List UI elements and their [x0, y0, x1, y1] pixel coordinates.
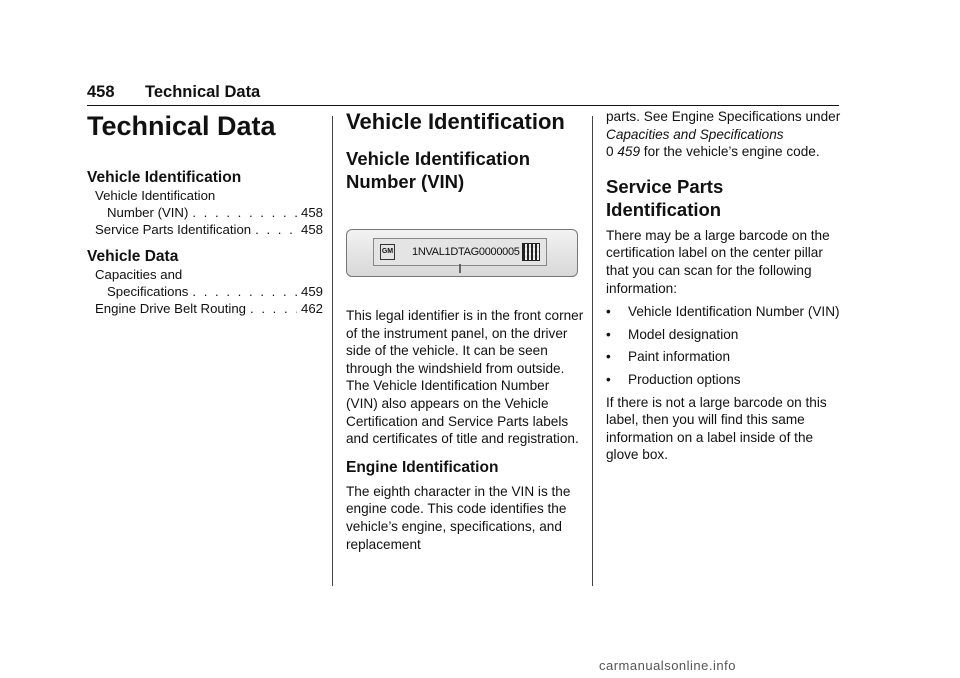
toc-entry-text: Specifications [107, 284, 189, 299]
toc-leader-dots [192, 283, 297, 300]
gm-logo-icon: GM [380, 244, 395, 260]
bullet-icon: • [606, 349, 611, 365]
bullet-icon: • [606, 371, 611, 387]
toc-entry-text: Engine Drive Belt Routing [95, 301, 247, 316]
engine-heading: Engine Identification [346, 458, 499, 476]
list-item: • Vehicle Identification Number (VIN) [606, 304, 840, 320]
info-list [606, 303, 842, 388]
barcode-icon [522, 243, 540, 261]
service-intro: There may be a large barcode on the certification label on the center pillar that you can scan for the following information: [606, 227, 830, 296]
main-column [346, 108, 584, 559]
toc-entry-capacities[interactable] [95, 266, 323, 300]
toc-entry-belt-routing[interactable] [95, 300, 323, 317]
list-item: • Model designation [606, 326, 739, 342]
toc-group-heading: Vehicle Identification [87, 169, 242, 186]
toc-page-number: 458 [300, 222, 323, 237]
engine-paragraph: The eighth character in the VIN is the engine code. This code identifies the vehicle’s engine, specifications, and replacement [346, 483, 571, 552]
column-divider-left [332, 116, 333, 586]
toc-leader-dots [192, 204, 297, 221]
toc-page-number: 459 [300, 284, 323, 299]
list-item: • Production options [606, 371, 741, 387]
column-divider-right [592, 116, 593, 586]
toc-leader-dots [250, 300, 297, 317]
vin-number: 1NVAL1DTAG0000005 [412, 246, 520, 258]
page-header [87, 83, 839, 106]
vin-plate-illustration [346, 229, 578, 277]
toc-entry-vin[interactable] [95, 187, 323, 221]
bullet-icon: • [606, 304, 611, 320]
capacities-link[interactable]: Capacities and Specifications [606, 126, 784, 142]
engine-paragraph-continued [606, 108, 842, 161]
service-outro: If there is not a large barcode on this label, then you will find this same information on a label inside of the glove box. [606, 394, 827, 463]
toc-page-number: 462 [300, 301, 323, 316]
watermark: carmanualsonline.info [599, 658, 736, 673]
vin-paragraph: This legal identifier is in the front corner of the instrument panel, on the driver side of the vehicle. It can be seen through the windshield from outside. The Vehicle Identification Number (VIN) also appears on the Vehicle Certification and Service Parts labels and certificates of title and registration. [346, 308, 584, 447]
toc-leader-dots [255, 221, 297, 238]
toc-entry-text: Vehicle Identification [95, 188, 216, 203]
page-number: 458 [87, 83, 115, 101]
bullet-icon: • [606, 326, 611, 342]
toc-page-number: 458 [300, 205, 323, 220]
engine-cont-text: for the vehicle’s engine code. [640, 144, 820, 160]
section-title: Vehicle Identification [346, 109, 565, 134]
toc-entry-text: Service Parts Identification [95, 222, 252, 237]
chapter-contents [87, 110, 323, 317]
right-column [606, 108, 842, 470]
list-item: • Paint information [606, 349, 731, 365]
engine-cont-text: parts. See Engine Specifications under [606, 109, 841, 124]
service-parts-heading: Service Parts Identification [606, 175, 724, 220]
chapter-title: Technical Data [87, 111, 276, 141]
toc-entry-text: Capacities and [95, 267, 183, 282]
vin-plate-label [373, 238, 547, 266]
toc-group-heading: Vehicle Data [87, 248, 179, 265]
plate-tick-mark [459, 264, 461, 273]
page-ref-arrow-icon: 0 [606, 144, 614, 160]
vin-heading: Vehicle Identification Number (VIN) [346, 148, 531, 192]
toc-entry-service-parts[interactable] [95, 221, 323, 238]
toc-entry-text: Number (VIN) [107, 205, 189, 220]
page-ref-link[interactable]: 459 [617, 144, 641, 160]
running-section-title: Technical Data [145, 83, 261, 101]
